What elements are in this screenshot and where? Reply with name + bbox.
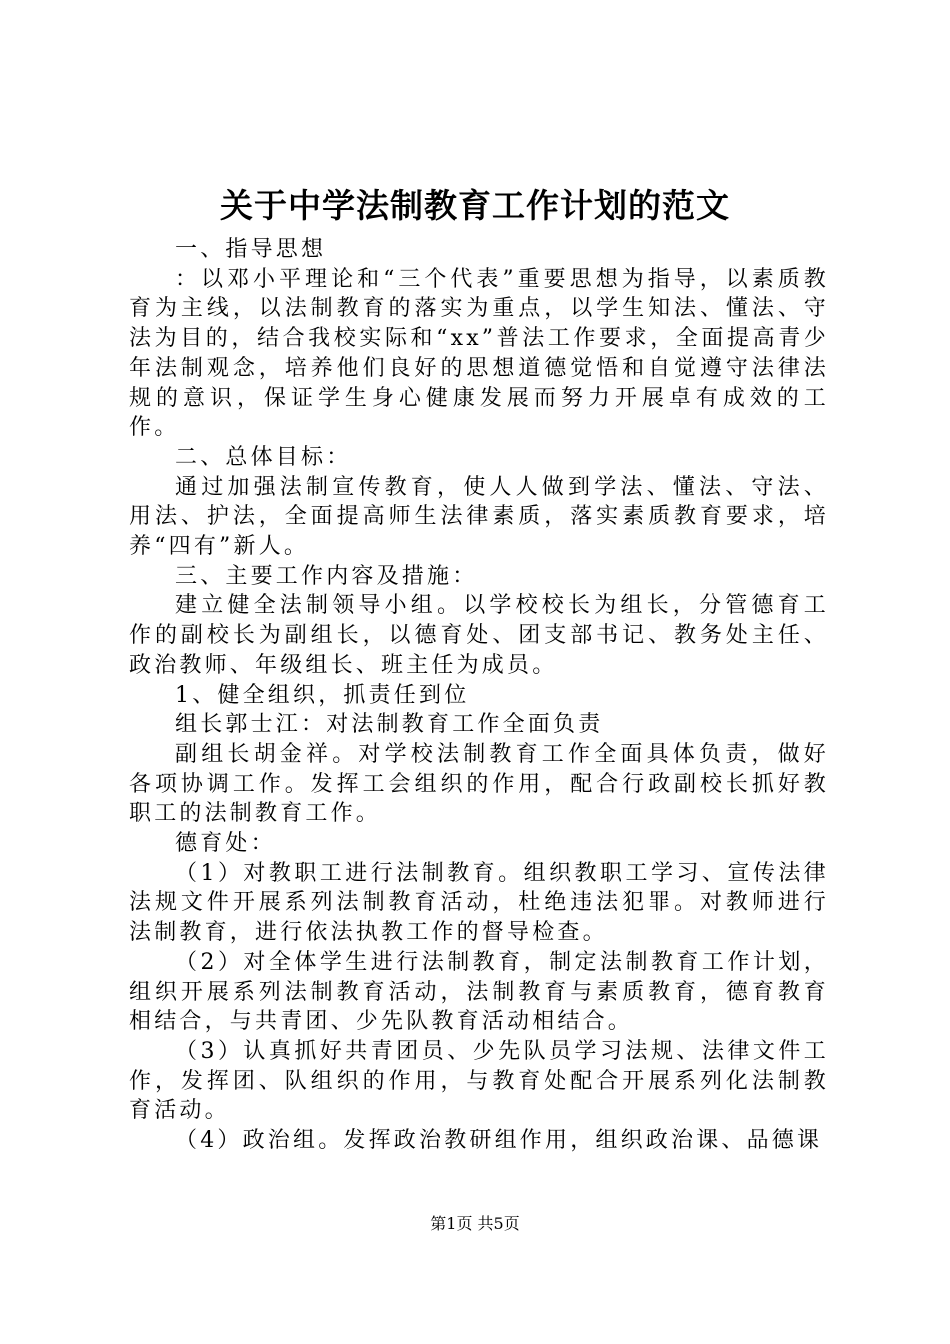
paragraph: （1）对教职工进行法制教育。组织教职工学习、宣传法律法规文件开展系列法制教育活动，杜绝违法犯罪。对教师进行法制教育，进行依法执教工作的督导检查。 [129,860,829,946]
paragraph: ：以邓小平理论和“三个代表”重要思想为指导，以素质教育为主线，以法制教育的落实为重点，以学生知法、懂法、守法为目的，结合我校实际和“xx”普法工作要求，全面提高青少年法制观念，培养他们良好的思想道德觉悟和自觉遵守法律法规的意识，保证学生身心健康发展而努力开展卓有成效的工作。 [129,266,829,441]
document-body [129,235,829,1156]
paragraph: 德育处： [175,831,276,857]
paragraph: 通过加强法制宣传教育，使人人做到学法、懂法、守法、用法、护法，全面提高师生法律素质，落实素质教育要求，培养“四有”新人。 [129,474,829,560]
page-number-footer: 第1页 共5页 [430,1214,520,1233]
paragraph: 二、总体目标： [175,444,352,470]
paragraph: （4）政治组。发挥政治教研组作用，组织政治课、品德课 [175,1128,823,1154]
paragraph: 建立健全法制领导小组。以学校校长为组长，分管德育工作的副校长为副组长，以德育处、团支部书记、教务处主任、政治教师、年级组长、班主任为成员。 [129,593,829,678]
paragraph: （3）认真抓好共青团员、少先队员学习法规、法律文件工作，发挥团、队组织的作用，与教育处配合开展系列化法制教育活动。 [129,1038,829,1124]
paragraph: 一、指导思想 [175,237,327,262]
paragraph: 1、健全组织，抓责任到位 [175,682,470,708]
paragraph: 三、主要工作内容及措施： [175,563,478,589]
paragraph: 组长郭士江：对法制教育工作全面负责 [175,712,604,738]
paragraph: 副组长胡金祥。对学校法制教育工作全面具体负责，做好各项协调工作。发挥工会组织的作用，配合行政副校长抓好教职工的法制教育工作。 [129,741,829,827]
document-title: 关于中学法制教育工作计划的范文 [220,186,730,225]
paragraph: （2）对全体学生进行法制教育，制定法制教育工作计划，组织开展系列法制教育活动，法制教育与素质教育，德育教育相结合，与共青团、少先队教育活动相结合。 [129,949,829,1035]
